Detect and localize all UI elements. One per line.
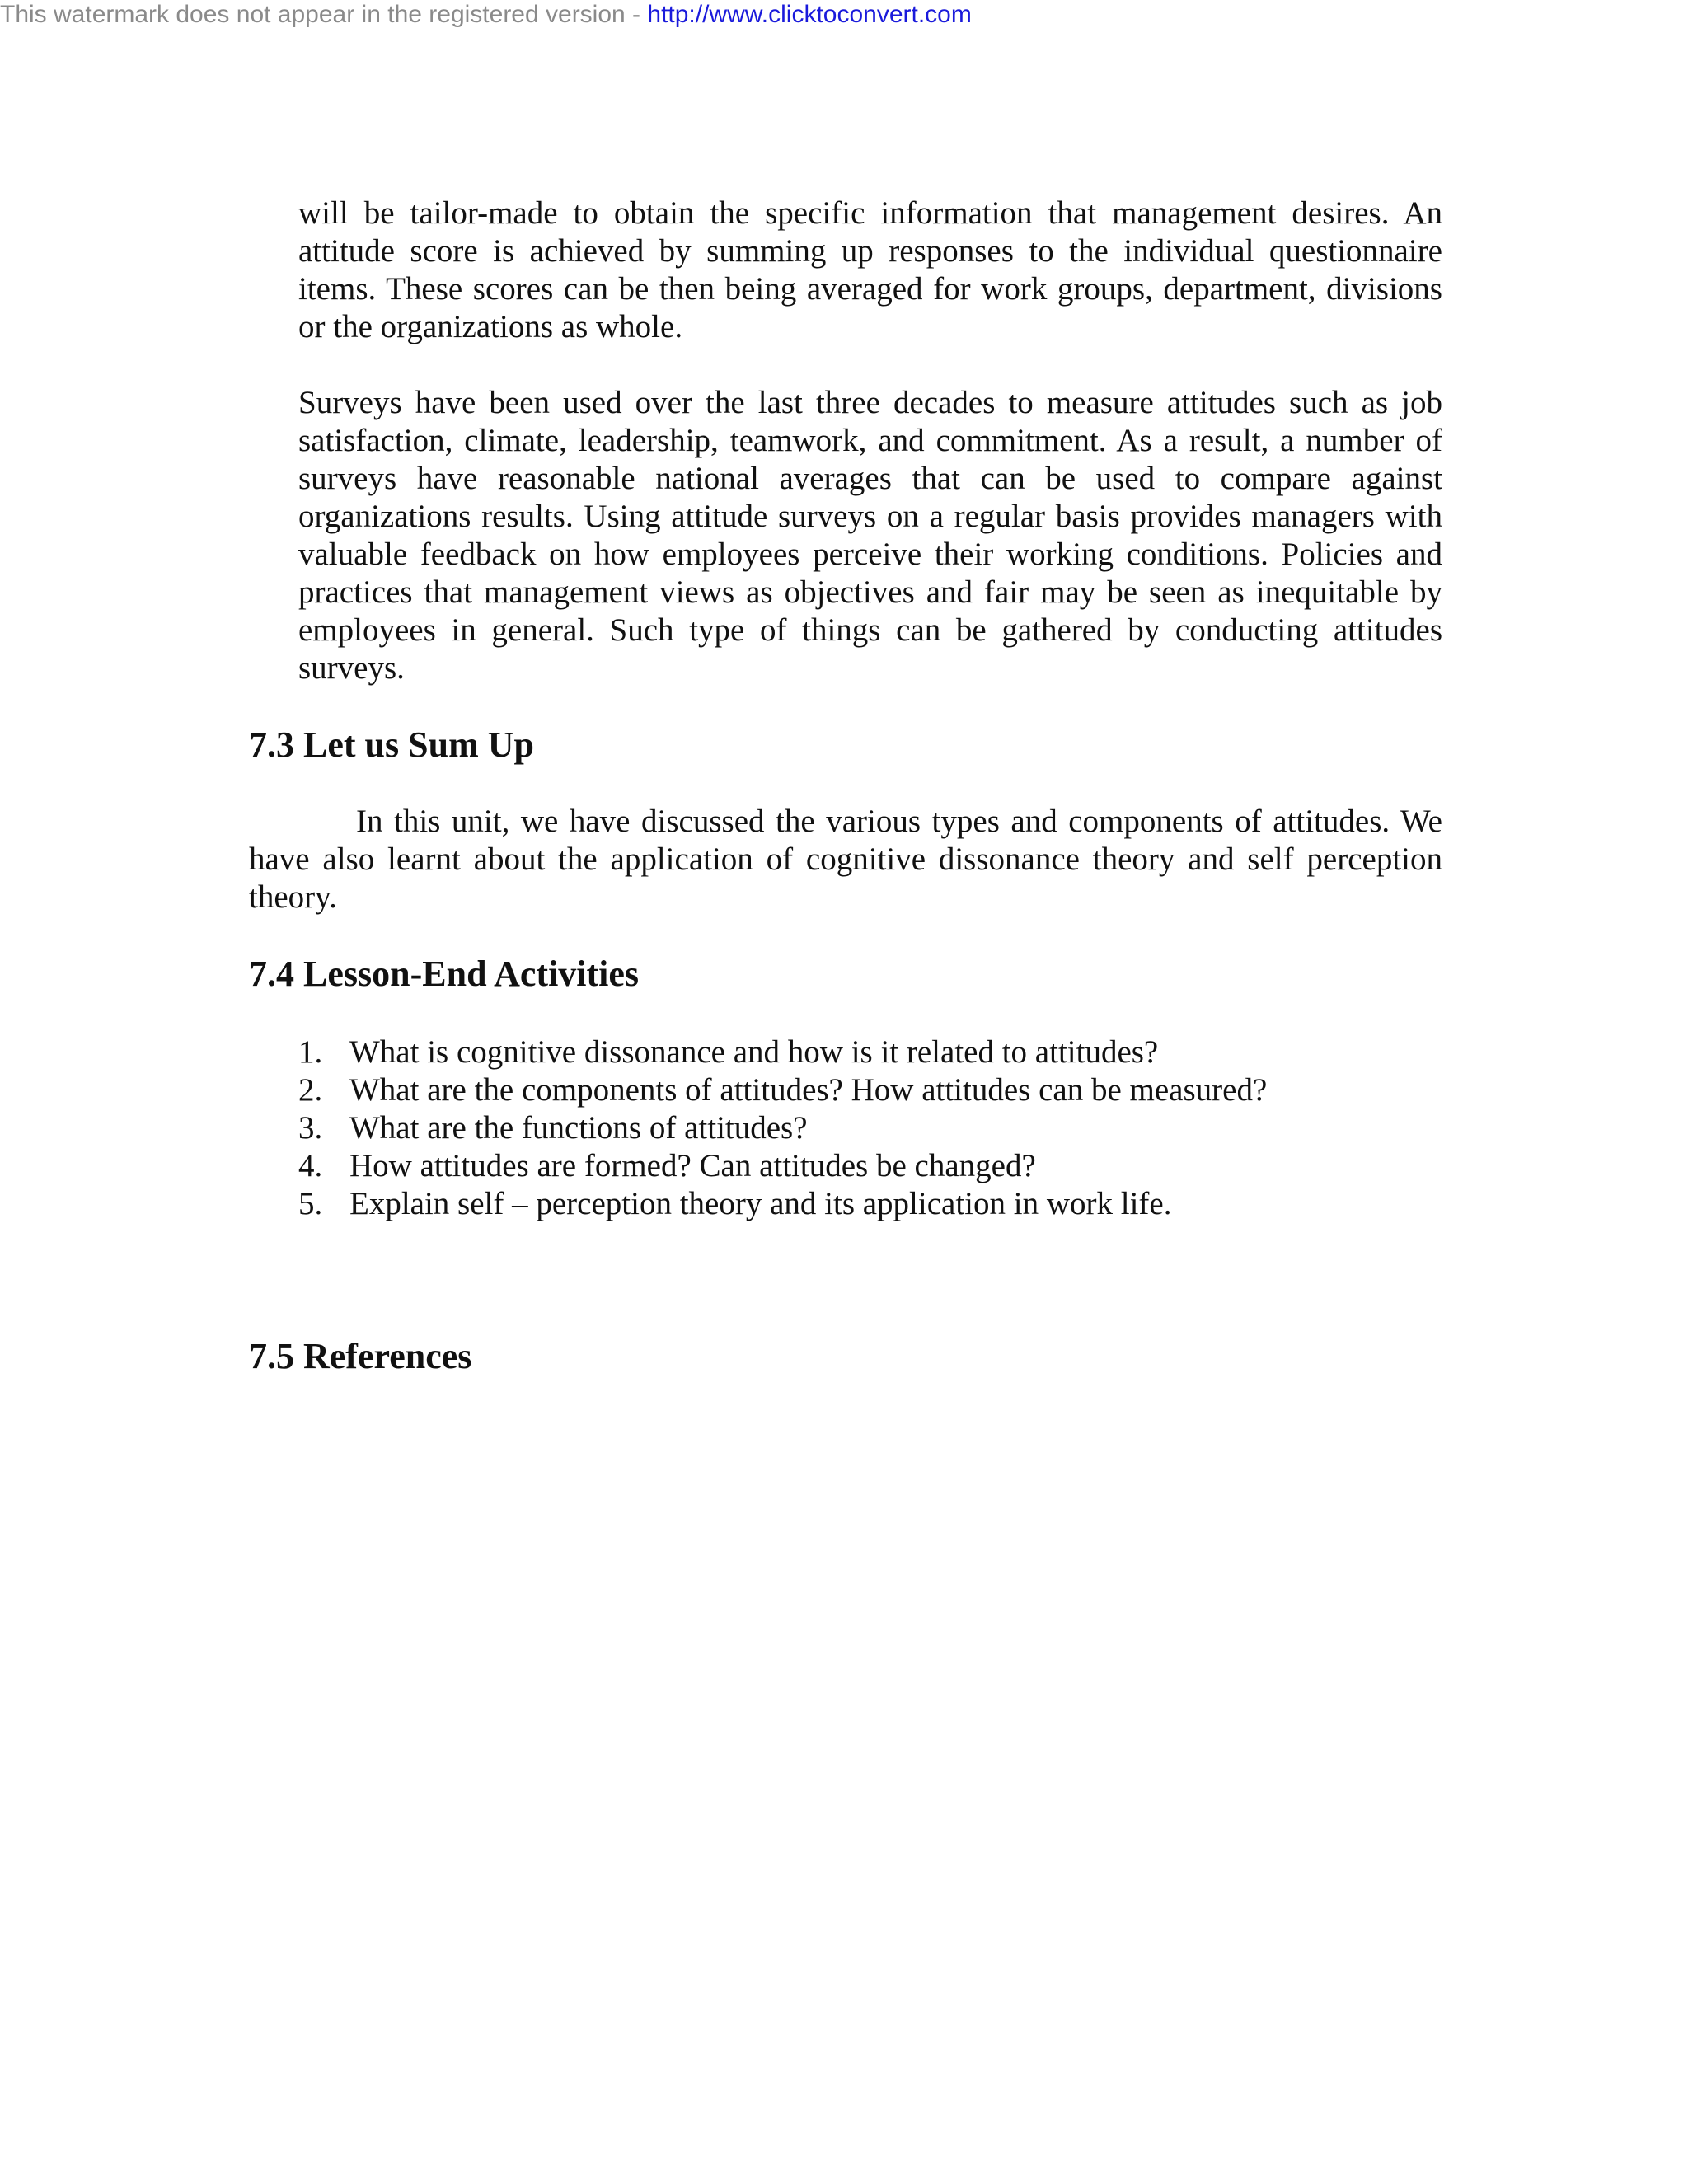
section-spacer (249, 687, 1442, 724)
list-item-text: What is cognitive dissonance and how is it related to attitudes? (349, 1034, 1159, 1070)
section-spacer (249, 1223, 1442, 1335)
surveys-paragraph: Surveys have been used over the last three decades to measure attitudes such as job satisfaction, climate, leadership, teamwork, and commitment. As a result, a number of surveys have reasonable national averages that can be used to compare against organizations results. Using attitude surveys on a regular basis provides managers with valuable feedback on how employees perceive their working conditions. Policies and practices that management views as objectives and fair may be seen as inequitable by employees in general. Such type of things can be gathered by conducting attitudes surveys. (298, 385, 1442, 686)
list-item-text: Explain self – perception theory and its application in work life. (349, 1186, 1172, 1221)
section-spacer (249, 996, 1442, 1033)
list-item-number: 3. (298, 1110, 323, 1146)
watermark-text: This watermark does not appear in the registered version - (0, 1, 648, 28)
section-heading-sum-up: 7.3 Let us Sum Up (249, 724, 534, 765)
list-item (298, 1147, 1442, 1185)
list-item-text: What are the components of attitudes? How attitudes can be measured? (349, 1072, 1268, 1108)
list-item-number: 4. (298, 1148, 323, 1183)
list-item-number: 5. (298, 1186, 323, 1221)
list-item-text: What are the functions of attitudes? (349, 1110, 808, 1146)
section-spacer (249, 766, 1442, 803)
watermark-link[interactable]: http://www.clicktoconvert.com (647, 1, 972, 28)
list-item-number: 1. (298, 1034, 323, 1070)
activities-list (249, 1033, 1442, 1223)
continuation-paragraph: will be tailor-made to obtain the specific information that management desires. An attitude score is achieved by summing up responses to the individual questionnaire items. These scores can be then being averaged for work groups, department, divisions or the organizations as whole. (298, 195, 1442, 344)
list-item (298, 1185, 1442, 1223)
list-item-text: How attitudes are formed? Can attitudes be changed? (349, 1148, 1036, 1183)
sum-up-paragraph: In this unit, we have discussed the various types and components of attitudes. We have also learnt about the application of cognitive dissonance theory and self perception theory. (249, 804, 1442, 915)
document-page (249, 194, 1442, 1378)
paragraph-spacer (249, 346, 1442, 384)
list-item (298, 1033, 1442, 1071)
section-spacer (249, 916, 1442, 953)
section-heading-activities: 7.4 Lesson-End Activities (249, 954, 640, 994)
section-heading-references: 7.5 References (249, 1336, 472, 1376)
list-item (298, 1071, 1442, 1109)
watermark-banner (0, 0, 972, 30)
list-item-number: 2. (298, 1072, 323, 1108)
list-item (298, 1109, 1442, 1147)
